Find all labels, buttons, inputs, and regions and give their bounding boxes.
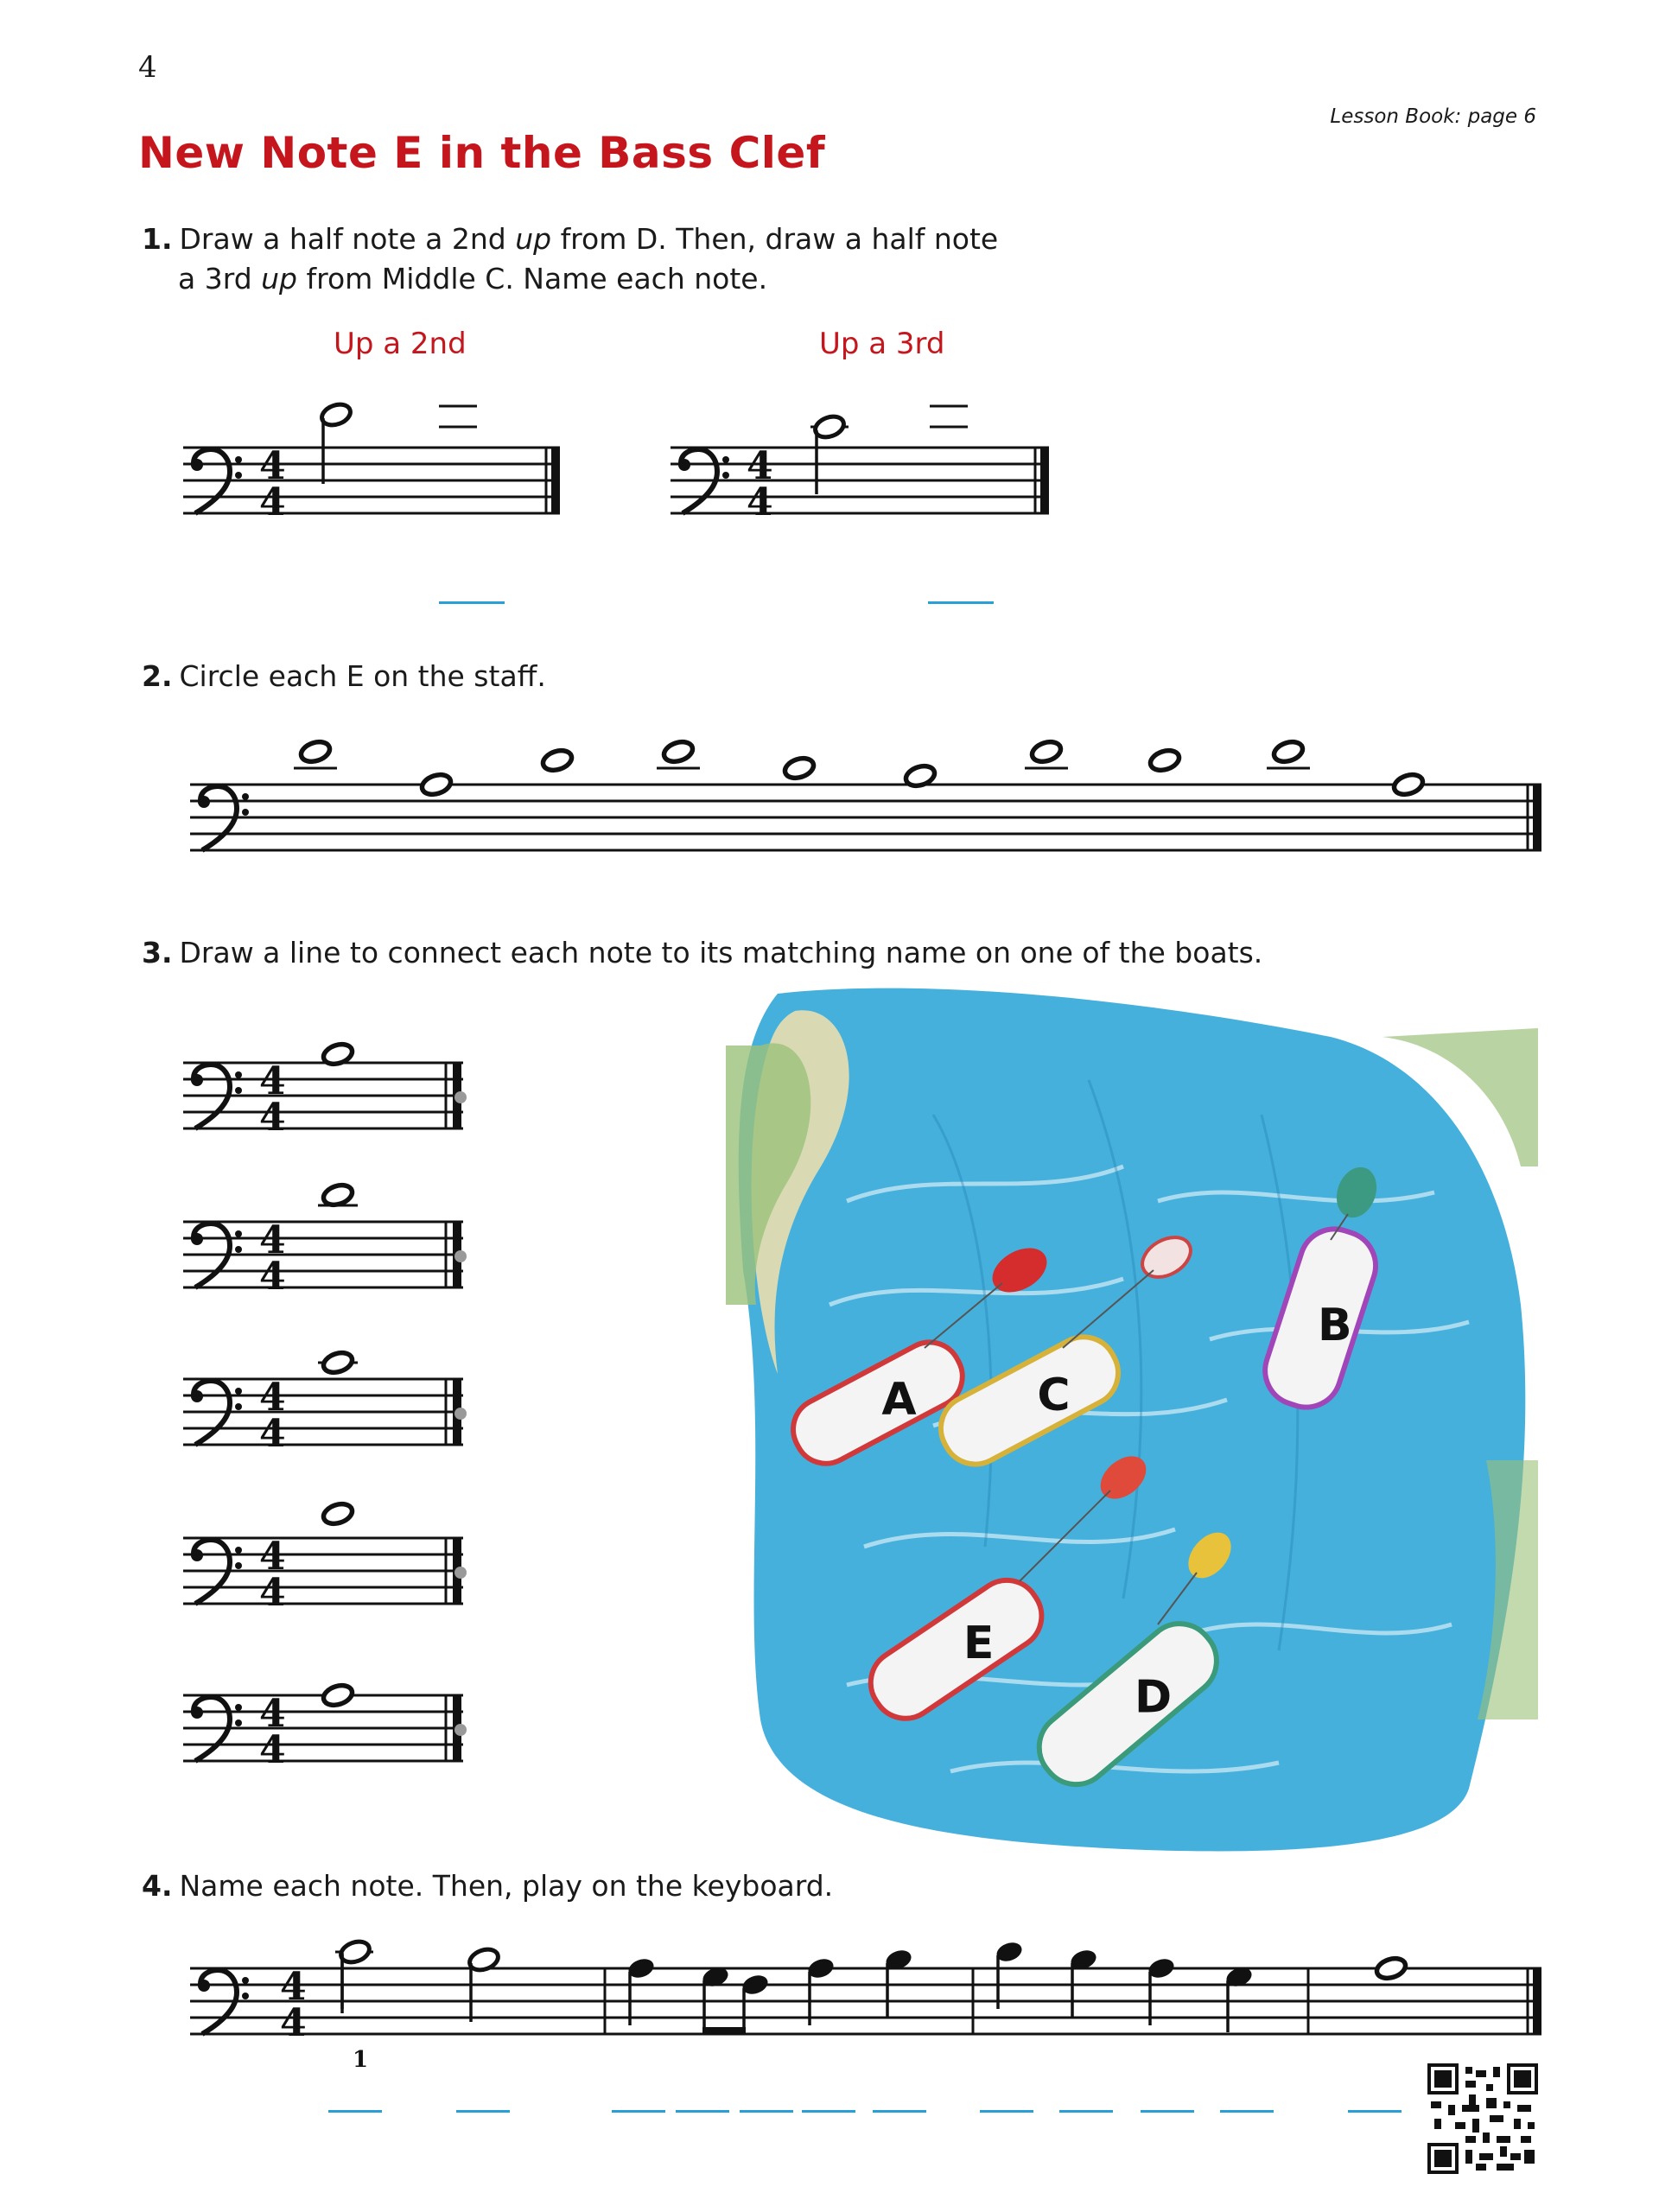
page-number: 4	[138, 50, 157, 85]
answer-blanks	[328, 2110, 1402, 2113]
q1-instruction: 1. Draw a half note a 2nd up from D. Then, draw a half note a 3rd up from Middle C. Name each note.	[142, 222, 999, 296]
svg-text:D: D	[1134, 1671, 1173, 1724]
page-title: New Note E in the Bass Clef	[138, 128, 826, 178]
q4-instruction: 4. Name each note. Then, play on the keyboard.	[142, 1869, 834, 1903]
svg-text:A: A	[881, 1374, 917, 1427]
label-up-a-3rd: Up a 3rd	[819, 327, 945, 361]
svg-text:E: E	[963, 1618, 995, 1670]
q3-instruction: 3. Draw a line to connect each note to its matching name on one of the boats.	[142, 936, 1263, 969]
q1-number: 1.	[142, 222, 173, 256]
qr-code-icon[interactable]	[1427, 2063, 1538, 2174]
lesson-reference: Lesson Book: page 6	[1330, 105, 1536, 128]
label-up-a-2nd: Up a 2nd	[334, 327, 467, 361]
svg-text:C: C	[1037, 1370, 1071, 1422]
q1-staffs: 4 4	[0, 0, 1659, 2212]
q2-instruction: 2. Circle each E on the staff.	[142, 659, 546, 693]
finger-number: 1	[353, 2047, 369, 2073]
svg-text:B: B	[1318, 1300, 1352, 1351]
